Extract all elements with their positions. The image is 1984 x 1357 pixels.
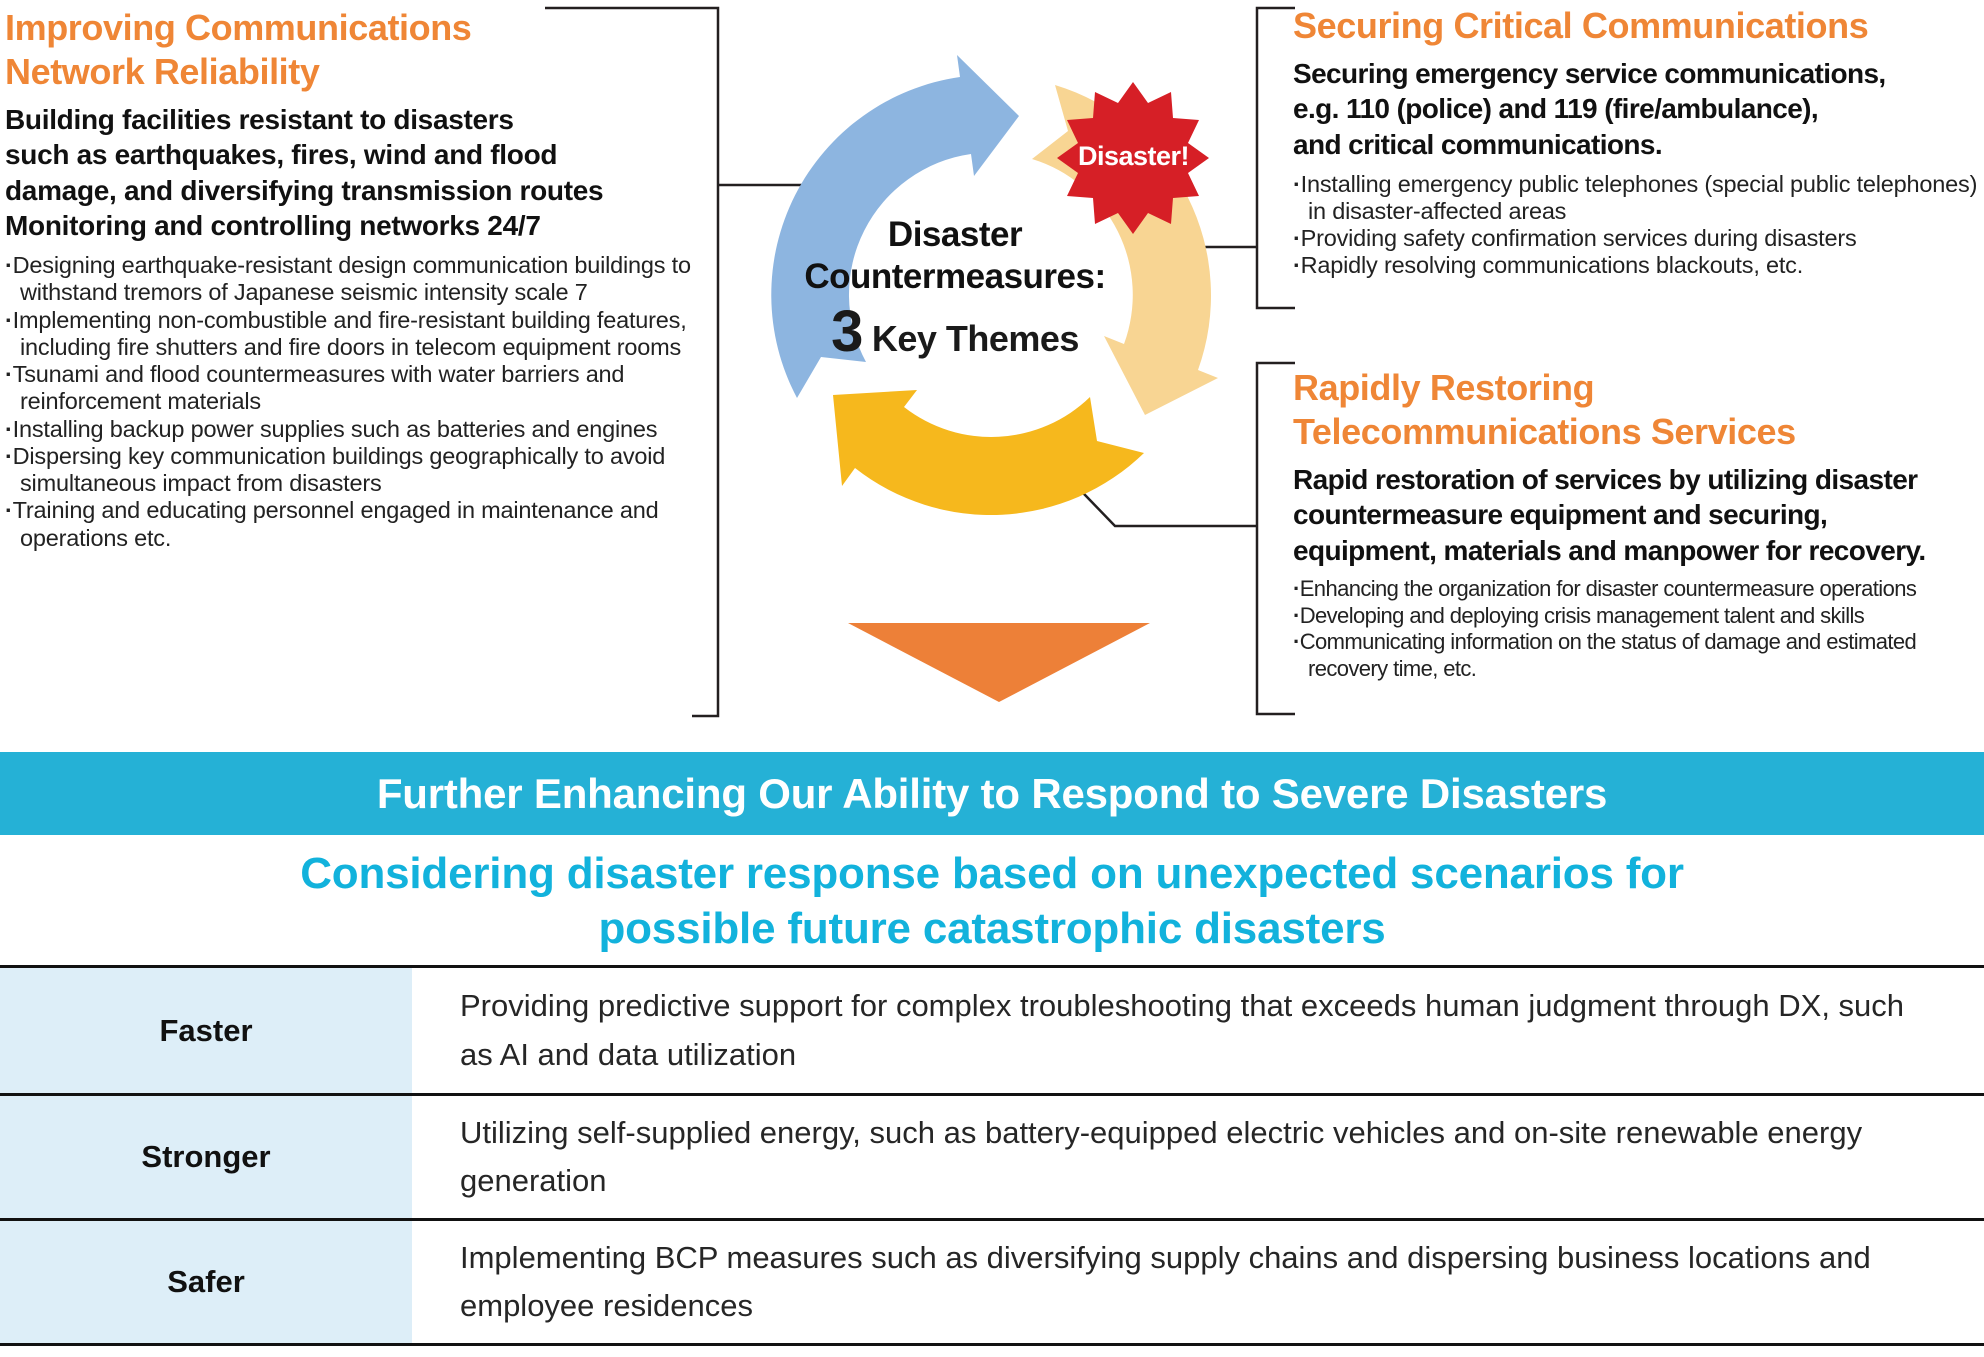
summary-line: e.g. 110 (police) and 119 (fire/ambulance),: [1293, 93, 1819, 125]
panel-network-reliability: [5, 6, 697, 552]
subheading-line: Considering disaster response based on unexpected scenarios for: [300, 849, 1684, 898]
row-label: Stronger: [0, 1096, 412, 1218]
heading-line: Improving Communications: [5, 7, 472, 48]
bullet-item: · Dispersing key communication buildings geographically to avoid simultaneous impact from disasters: [5, 443, 697, 498]
subheading-line: possible future catastrophic disasters: [598, 904, 1386, 954]
enhancing-ability-banner: [0, 752, 1984, 835]
panel-critical-communications: [1293, 4, 1981, 280]
key-themes-label: Key Themes: [862, 318, 1079, 359]
banner-text: Further Enhancing Our Ability to Respond to Severe Disasters: [376, 769, 1608, 817]
panel-bullet-list: [5, 252, 697, 552]
bullet-item: · Installing backup power supplies such as batteries and engines: [5, 416, 697, 443]
panel-heading: [5, 6, 697, 94]
row-label: Safer: [0, 1221, 412, 1343]
down-arrow: [848, 623, 1150, 702]
panel-bullet-list: [1293, 171, 1981, 280]
panel-summary: [1293, 56, 1981, 163]
summary-line: Securing emergency service communications,: [1293, 57, 1886, 89]
ring-key-themes: [755, 298, 1155, 365]
table-row: [0, 1093, 1984, 1218]
ring-title-line: Disaster: [887, 215, 1023, 254]
summary-line: and critical communications.: [1293, 129, 1663, 160]
table-row: [0, 1218, 1984, 1343]
summary-line: countermeasure equipment and securing,: [1293, 499, 1828, 531]
ring-center-text: [755, 214, 1155, 365]
measures-table: [0, 965, 1984, 1346]
panel-restoring-services: [1293, 366, 1984, 682]
bullet-item: · Installing emergency public telephones (special public telephones) in disaster-affected areas: [1293, 171, 1981, 226]
heading-line: Network Reliability: [5, 50, 320, 92]
panel-heading: Securing Critical Communications: [1293, 5, 1869, 46]
summary-line: such as earthquakes, fires, wind and flood: [5, 139, 558, 171]
disaster-badge-label: Disaster!: [1077, 141, 1190, 171]
heading-line: Telecommunications Services: [1293, 410, 1796, 452]
panel-heading: [1293, 366, 1984, 454]
cycle-arrow-gold: [833, 390, 1144, 515]
panel-summary: [1293, 462, 1984, 569]
panel-summary: [5, 102, 697, 244]
row-description: Providing predictive support for complex troubleshooting that exceeds human judgment through DX, such as AI and data utilization: [460, 988, 1905, 1072]
key-themes-number: 3: [831, 299, 863, 364]
summary-line: Monitoring and controlling networks 24/7: [5, 210, 541, 242]
summary-line: Rapid restoration of services by utilizing disaster: [1293, 463, 1918, 495]
scenario-subheading: [0, 846, 1984, 957]
row-description: Utilizing self-supplied energy, such as battery-equipped electric vehicles and on-site renewable energy generation: [460, 1114, 1863, 1198]
row-label: Faster: [0, 968, 412, 1093]
right-bracket-bottom: [1257, 363, 1295, 714]
bullet-item: · Training and educating personnel engaged in maintenance and operations etc.: [5, 497, 697, 552]
row-description: Implementing BCP measures such as diversifying supply chains and dispersing business locations and employee residences: [460, 1239, 1871, 1323]
bullet-item: · Designing earthquake-resistant design communication buildings to withstand tremors of Japanese seismic intensity scale 7: [5, 252, 697, 307]
right-bracket-top: [1257, 8, 1295, 308]
bullet-item: · Enhancing the organization for disaster countermeasure operations: [1293, 576, 1984, 602]
summary-line: Building facilities resistant to disasters: [5, 103, 514, 135]
bullet-item: · Tsunami and flood countermeasures with water barriers and reinforcement materials: [5, 361, 697, 416]
bullet-item: · Providing safety confirmation services during disasters: [1293, 225, 1981, 252]
panel-bullet-list: [1293, 576, 1984, 682]
table-row: [0, 968, 1984, 1093]
bullet-item: · Implementing non-combustible and fire-resistant building features, including fire shutters and fire doors in telecom equipment rooms: [5, 307, 697, 362]
bullet-item: · Communicating information on the status of damage and estimated recovery time, etc.: [1293, 629, 1984, 682]
bullet-item: · Developing and deploying crisis management talent and skills: [1293, 603, 1984, 629]
heading-line: Rapidly Restoring: [1293, 367, 1595, 408]
ring-title-line: Countermeasures:: [804, 257, 1106, 296]
summary-line: damage, and diversifying transmission routes: [5, 174, 604, 206]
bullet-item: · Rapidly resolving communications blackouts, etc.: [1293, 252, 1981, 279]
summary-line: equipment, materials and manpower for recovery.: [1293, 534, 1926, 566]
